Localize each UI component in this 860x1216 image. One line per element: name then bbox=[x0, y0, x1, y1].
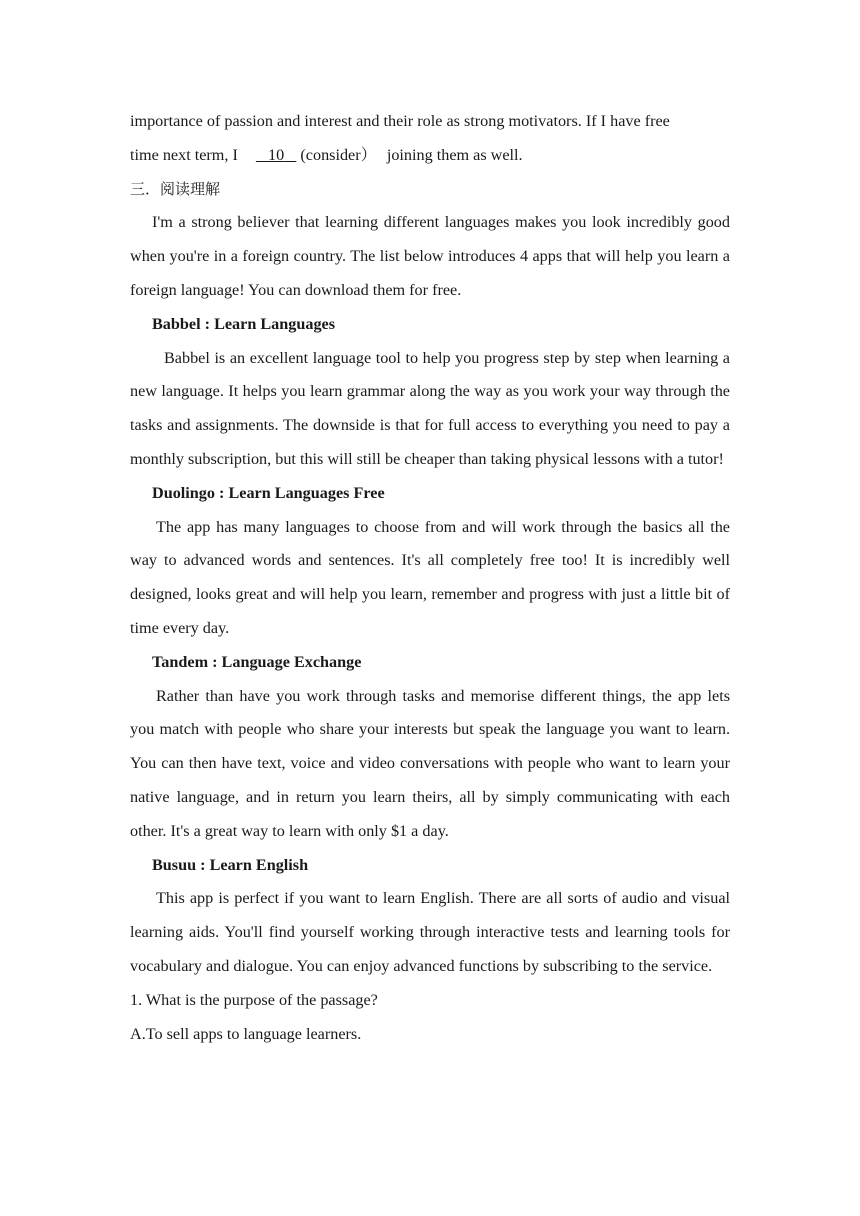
prev-exercise-line-1: importance of passion and interest and their role as strong motivators. If I have free bbox=[130, 112, 670, 130]
prev-exercise-line-2 bbox=[130, 139, 730, 173]
app-heading-busuu: Busuu : Learn English bbox=[152, 855, 309, 874]
question-1: 1. What is the purpose of the passage? bbox=[130, 990, 378, 1009]
document-page bbox=[130, 105, 730, 1051]
question-1-option-a: A.To sell apps to language learners. bbox=[130, 1024, 362, 1043]
app-heading-duolingo: Duolingo : Learn Languages Free bbox=[152, 483, 385, 502]
app-description-busuu: This app is perfect if you want to learn English. There are all sorts of audio and visual learning aids. You'll find yourself working through interactive tests and learning tools for vocabulary and dialogue. You can enjoy advanced functions by subscribing to the service. bbox=[130, 889, 730, 975]
app-description-duolingo: The app has many languages to choose from and will work through the basics all the way to advanced words and sentences. It's all completely free too! It is incredibly well designed, looks great and will help you learn, remember and progress with just a little bit of time every day. bbox=[130, 517, 730, 637]
blank-number: 10 bbox=[268, 145, 285, 164]
prev-exercise-line-2-end: joining them as well. bbox=[386, 145, 523, 164]
section-title: 三．阅读理解 bbox=[130, 179, 221, 198]
intro-paragraph: I'm a strong believer that learning different languages makes you look incredibly good when you're in a foreign country. The list below introduces 4 apps that will help you learn a foreign language! You can download them for free. bbox=[130, 213, 730, 299]
app-heading-tandem: Tandem : Language Exchange bbox=[152, 652, 362, 671]
prev-exercise-line-2-start: time next term, I bbox=[130, 145, 238, 164]
app-description-tandem: Rather than have you work through tasks and memorise different things, the app lets you match with people who share your interests but speak the language you want to learn. You can then have text, voice and video conversations with people who want to learn your native language, and in return you learn theirs, all by simply communicating with each other. It's a great way to learn with only $1 a day. bbox=[130, 686, 730, 840]
app-description-babbel: Babbel is an excellent language tool to help you progress step by step when learning a new language. It helps you learn grammar along the way as you work your way through the tasks and assignments. The downside is that for full access to everything you need to pay a monthly subscription, but this will still be cheaper than taking physical lessons with a tutor! bbox=[130, 348, 730, 468]
word-hint: (consider） bbox=[300, 145, 377, 164]
answer-blank bbox=[256, 146, 296, 164]
app-heading-babbel: Babbel : Learn Languages bbox=[152, 314, 336, 333]
